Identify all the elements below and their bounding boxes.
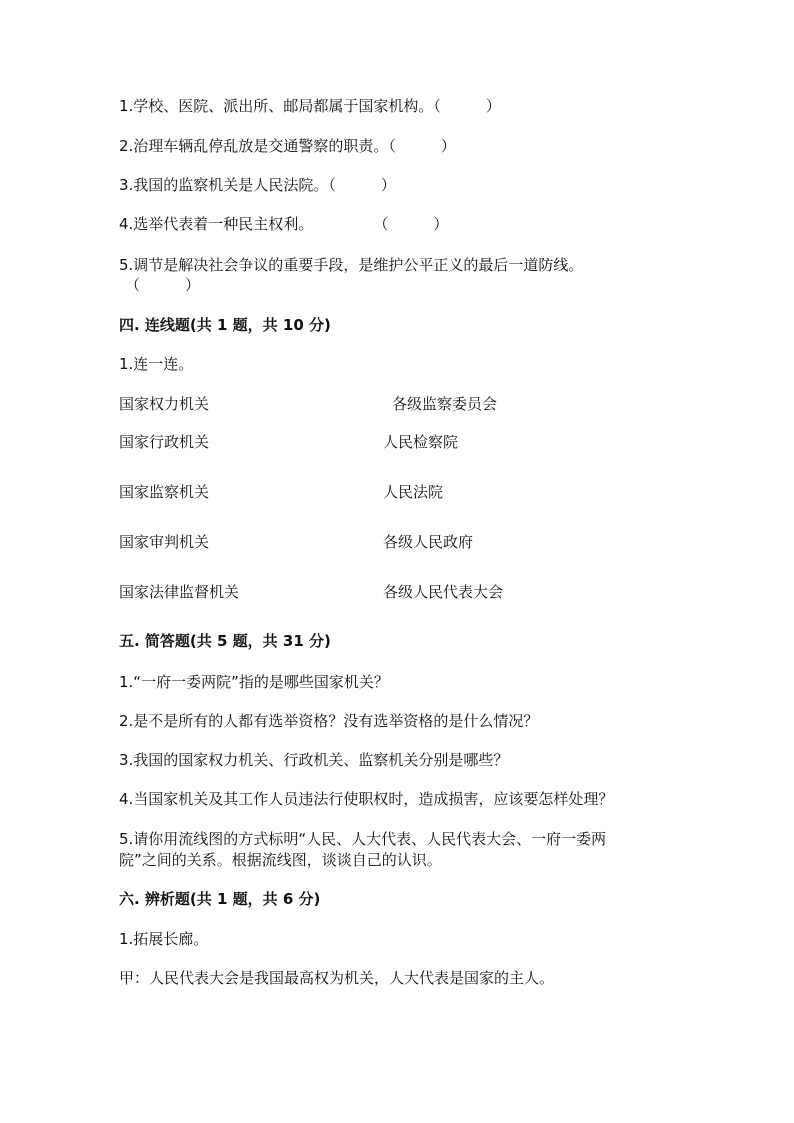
judgment-item-3: 3.我国的监察机关是人民法院。（ ） — [119, 176, 396, 194]
section-heading-short-answer: 五. 简答题(共 5 题，共 31 分) — [119, 632, 331, 650]
short-answer-item-2: 2.是不是所有的人都有选举资格？没有选举资格的是什么情况？ — [119, 712, 539, 730]
matching-right-item: 人民法院 — [383, 483, 444, 501]
section-heading-analysis: 六. 辨析题(共 1 题，共 6 分) — [119, 890, 321, 908]
matching-right-item: 各级人民代表大会 — [383, 583, 504, 601]
matching-left-item: 国家权力机关 — [119, 395, 210, 413]
judgment-item-5-blank: （ ） — [125, 276, 201, 294]
matching-right-item: 各级人民政府 — [383, 533, 474, 551]
short-answer-item-4: 4.当国家机关及其工作人员违法行使职权时，造成损害，应该要怎样处理？ — [119, 790, 614, 808]
short-answer-item-5-cont: 院”之间的关系。根据流线图，谈谈自己的认识。 — [119, 851, 442, 869]
analysis-statement: 甲：人民代表大会是我国最高权为机关，人大代表是国家的主人。 — [119, 969, 555, 987]
matching-left-item: 国家监察机关 — [119, 483, 210, 501]
short-answer-item-1: 1.“一府一委两院”指的是哪些国家机关？ — [119, 673, 389, 691]
matching-left-item: 国家法律监督机关 — [119, 583, 240, 601]
section-heading-matching: 四. 连线题(共 1 题，共 10 分) — [119, 316, 331, 334]
judgment-item-2: 2.治理车辆乱停乱放是交通警察的职责。（ ） — [119, 137, 456, 155]
judgment-item-5: 5.调节是解决社会争议的重要手段，是维护公平正义的最后一道防线。 — [119, 256, 584, 274]
judgment-item-1: 1.学校、医院、派出所、邮局都属于国家机构。（ ） — [119, 97, 501, 115]
short-answer-item-5: 5.请你用流线图的方式标明“人民、人大代表、人民代表大会、一府一委两 — [119, 830, 607, 848]
matching-left-item: 国家行政机关 — [119, 433, 210, 451]
analysis-prompt: 1.拓展长廊。 — [119, 930, 209, 948]
matching-right-item: 人民检察院 — [383, 433, 459, 451]
matching-prompt: 1.连一连。 — [119, 355, 194, 373]
matching-left-item: 国家审判机关 — [119, 533, 210, 551]
short-answer-item-3: 3.我国的国家权力机关、行政机关、监察机关分别是哪些？ — [119, 751, 509, 769]
matching-right-item: 各级监察委员会 — [392, 395, 498, 413]
judgment-item-4: 4.选举代表着一种民主权利。 （ ） — [119, 215, 449, 233]
